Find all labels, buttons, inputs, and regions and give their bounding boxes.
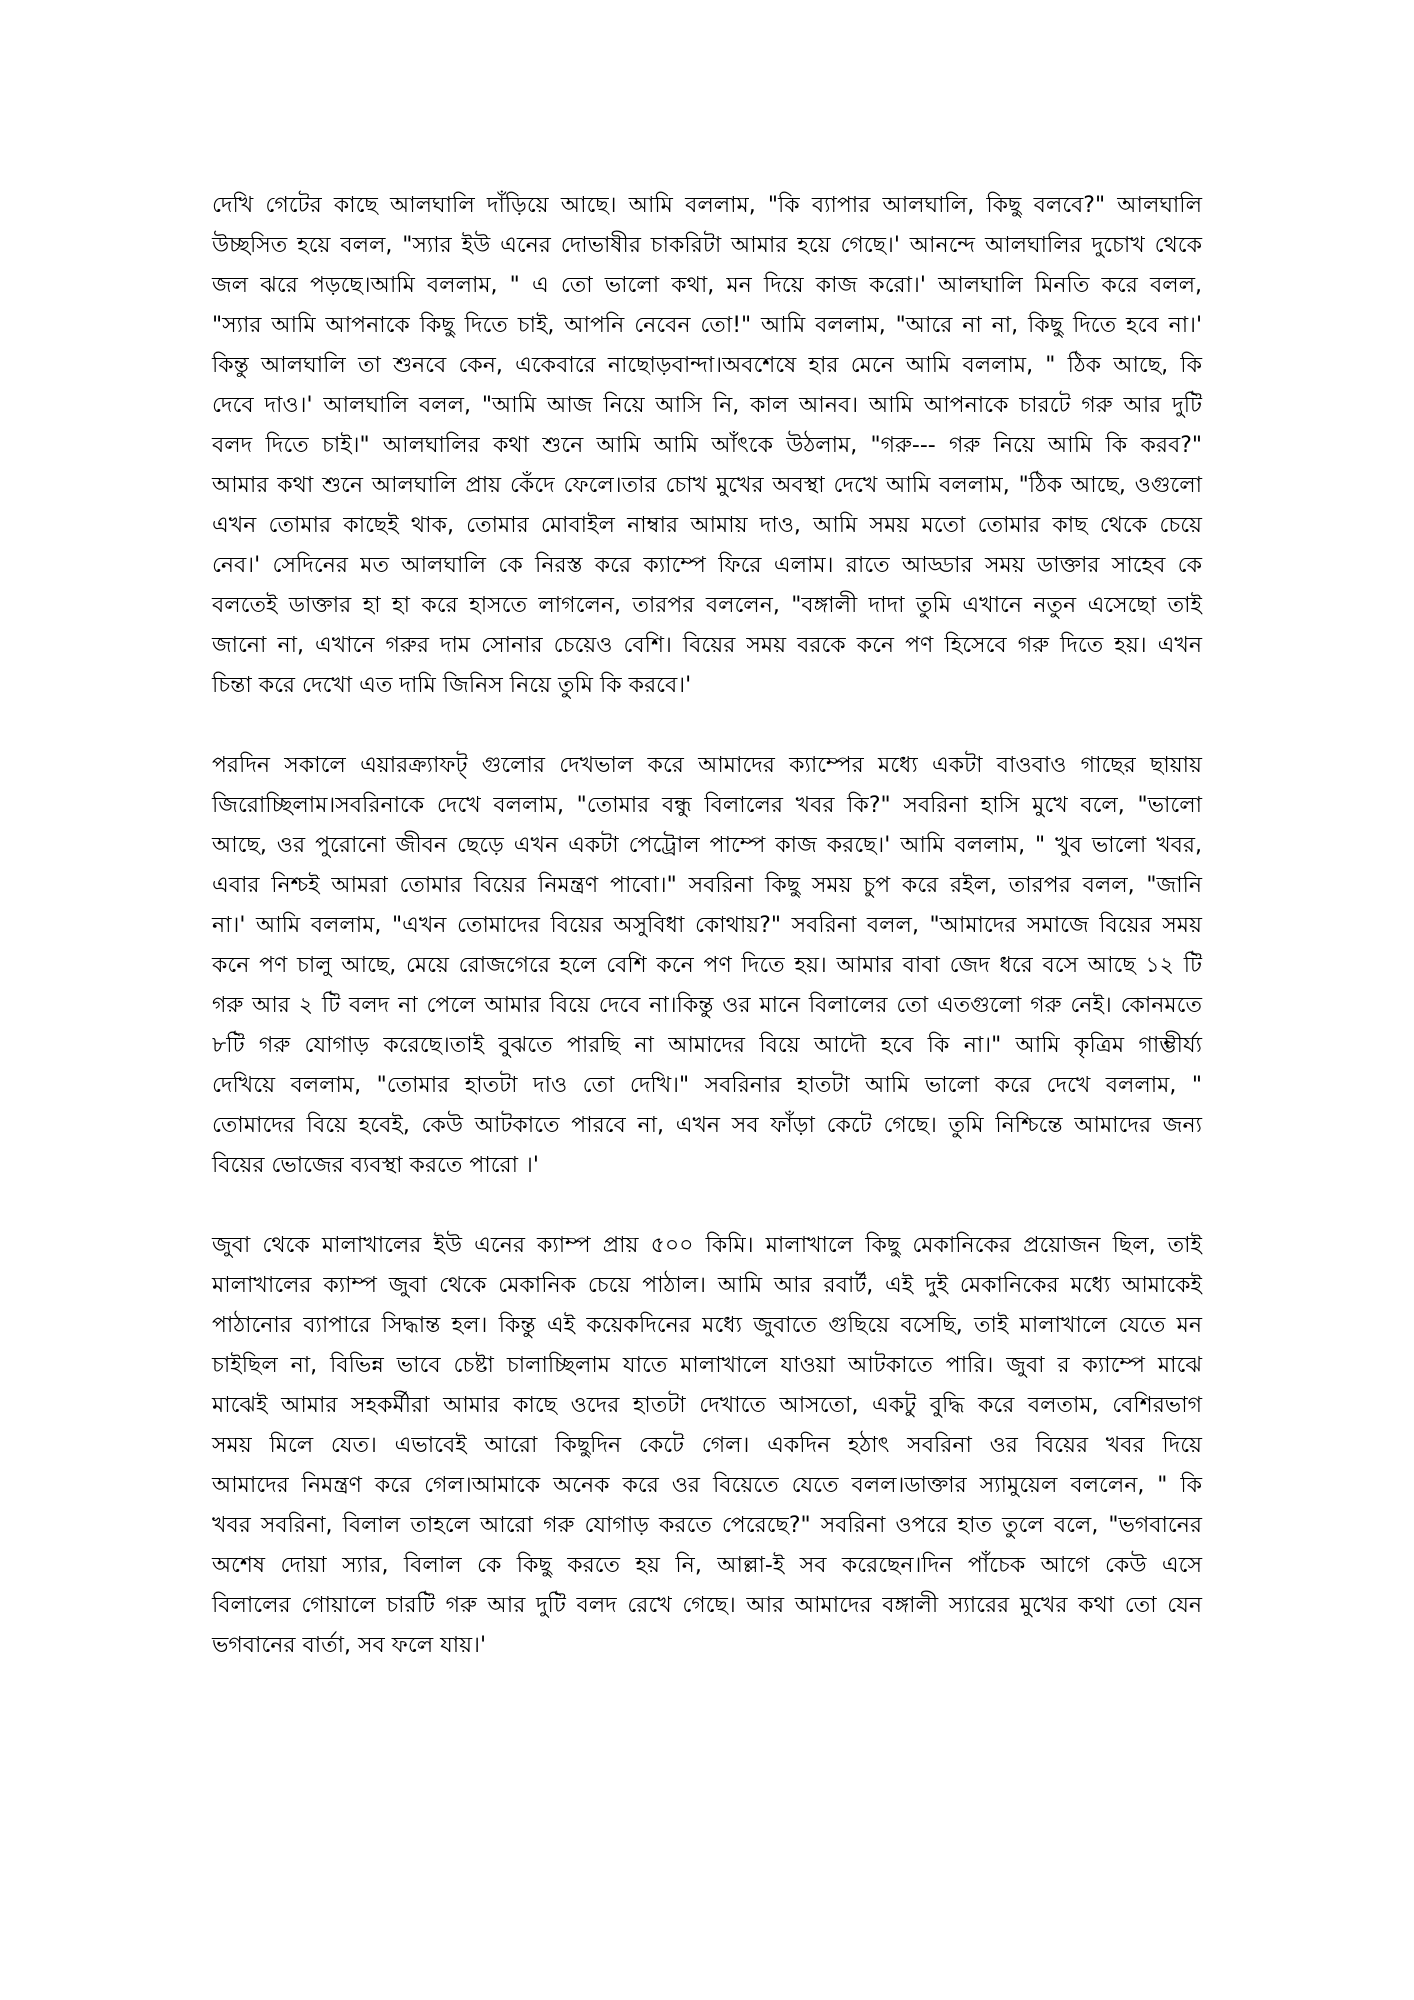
text-line: উচ্ছসিত হয়ে বলল, "স্যার ইউ এনের দোভাষীর চাকরিটা আমার হয়ে গেছে।' আনন্দে আলঘালির দুচোখ থেকে — [212, 233, 1202, 258]
text-line: খবর সবরিনা, বিলাল তাহলে আরো গরু যোগাড় করতে পেরেছে?" সবরিনা ওপরে হাত তুলে বলে, "ভগবানের — [212, 1513, 1202, 1538]
text-line: ৮টি গরু যোগাড় করেছে।তাই বুঝতে পারছি না আমাদের বিয়ে আদৌ হবে কি না।" আমি কৃত্রিম গাম্ভীর্য্য — [212, 1033, 1202, 1058]
text-line: এবার নিশ্চই আমরা তোমার বিয়ের নিমন্ত্রণ পাবো।" সবরিনা কিছু সময় চুপ করে রইল, তারপর বলল, "জানি — [212, 873, 1202, 898]
text-line: পরদিন সকালে এয়ারক্র্যাফট্ গুলোর দেখভাল করে আমাদের ক্যাম্পের মধ্যে একটা বাওবাও গাছের ছায়ায় — [212, 753, 1202, 778]
text-line: নেব।' সেদিনের মত আলঘালি কে নিরস্ত করে ক্যাম্পে ফিরে এলাম। রাতে আড্ডার সময় ডাক্তার সাহেব কে — [212, 553, 1202, 578]
text-line: কনে পণ চালু আছে, মেয়ে রোজগেরে হলে বেশি কনে পণ দিতে হয়। আমার বাবা জেদ ধরে বসে আছে ১২ টি — [212, 953, 1202, 978]
text-line: দেখিয়ে বললাম, "তোমার হাতটা দাও তো দেখি।" সবরিনার হাতটা আমি ভালো করে দেখে বললাম, " — [212, 1073, 1202, 1098]
text-line: সময় মিলে যেত। এভাবেই আরো কিছুদিন কেটে গেল। একদিন হঠাৎ সবরিনা ওর বিয়ের খবর দিয়ে — [212, 1433, 1202, 1458]
text-line: তোমাদের বিয়ে হবেই, কেউ আটকাতে পারবে না, এখন সব ফাঁড়া কেটে গেছে। তুমি নিশ্চিন্তে আমাদের জন্য — [212, 1113, 1202, 1138]
text-line: জিরোচ্ছিলাম।সবরিনাকে দেখে বললাম, "তোমার বন্ধু বিলালের খবর কি?" সবরিনা হাসি মুখে বলে, "ভালো — [212, 793, 1202, 818]
text-line: দেখি গেটের কাছে আলঘালি দাঁড়িয়ে আছে। আমি বললাম, "কি ব্যাপার আলঘালি, কিছু বলবে?" আলঘালি — [212, 193, 1202, 218]
text-line: জুবা থেকে মালাখালের ইউ এনের ক্যাম্প প্রায় ৫০০ কিমি। মালাখালে কিছু মেকানিকের প্রয়োজন ছিল, তাই — [212, 1233, 1202, 1258]
text-line: চাইছিল না, বিভিন্ন ভাবে চেষ্টা চালাচ্ছিলাম যাতে মালাখালে যাওয়া আটকাতে পারি। জুবা র ক্যাম্পে মাঝে — [212, 1353, 1202, 1378]
text-line: আমার কথা শুনে আলঘালি প্রায় কেঁদে ফেলে।তার চোখ মুখের অবস্থা দেখে আমি বললাম, "ঠিক আছে, ওগুলো — [212, 473, 1202, 498]
paragraph-1 — [212, 186, 1202, 706]
text-line: অশেষ দোয়া স্যার, বিলাল কে কিছু করতে হয় নি, আল্লা-ই সব করেছেন।দিন পাঁচেক আগে কেউ এসে — [212, 1553, 1202, 1578]
text-line: ভগবানের বার্তা, সব ফলে যায়।' — [212, 1633, 487, 1658]
text-line: বলতেই ডাক্তার হা হা করে হাসতে লাগলেন, তারপর বললেন, "বঙ্গালী দাদা তুমি এখানে নতুন এসেছো তাই — [212, 593, 1202, 618]
paragraph-2 — [212, 746, 1202, 1186]
text-line: জল ঝরে পড়ছে।আমি বললাম, " এ তো ভালো কথা, মন দিয়ে কাজ করো।' আলঘালি মিনতি করে বলল, — [212, 273, 1202, 298]
text-line: মালাখালের ক্যাম্প জুবা থেকে মেকানিক চেয়ে পাঠাল। আমি আর রবার্ট, এই দুই মেকানিকের মধ্যে আমাকেই — [212, 1273, 1202, 1298]
text-line: পাঠানোর ব্যাপারে সিদ্ধান্ত হল। কিন্তু এই কয়েকদিনের মধ্যে জুবাতে গুছিয়ে বসেছি, তাই মালাখালে যেতে মন — [212, 1313, 1202, 1338]
text-line: জানো না, এখানে গরুর দাম সোনার চেয়েও বেশি। বিয়ের সময় বরকে কনে পণ হিসেবে গরু দিতে হয়। এখন — [212, 633, 1202, 658]
text-line: আছে, ওর পুরোনো জীবন ছেড়ে এখন একটা পেট্রোল পাম্পে কাজ করছে।' আমি বললাম, " খুব ভালো খবর, — [212, 833, 1202, 858]
text-line: বিলালের গোয়ালে চারটি গরু আর দুটি বলদ রেখে গেছে। আর আমাদের বঙ্গালী স্যারের মুখের কথা তো যেন — [212, 1593, 1202, 1618]
text-line: দেবে দাও।' আলঘালি বলল, "আমি আজ নিয়ে আসি নি, কাল আনব। আমি আপনাকে চারটে গরু আর দুটি — [212, 393, 1202, 418]
text-line: "স্যার আমি আপনাকে কিছু দিতে চাই, আপনি নেবেন তো!" আমি বললাম, "আরে না না, কিছু দিতে হবে না।' — [212, 313, 1202, 338]
text-line: এখন তোমার কাছেই থাক, তোমার মোবাইল নাম্বার আমায় দাও, আমি সময় মতো তোমার কাছ থেকে চেয়ে — [212, 513, 1202, 538]
paragraph-3 — [212, 1226, 1202, 1666]
text-line: মাঝেই আমার সহকর্মীরা আমার কাছে ওদের হাতটা দেখাতে আসতো, একটু বুদ্ধি করে বলতাম, বেশিরভাগ — [212, 1393, 1202, 1418]
text-line: আমাদের নিমন্ত্রণ করে গেল।আমাকে অনেক করে ওর বিয়েতে যেতে বলল।ডাক্তার স্যামুয়েল বললেন, " কি — [212, 1473, 1202, 1498]
text-line: বিয়ের ভোজের ব্যবস্থা করতে পারো ।' — [212, 1153, 539, 1178]
text-line: বলদ দিতে চাই।" আলঘালির কথা শুনে আমি আমি আঁৎকে উঠলাম, "গরু--- গরু নিয়ে আমি কি করব?" — [212, 433, 1202, 458]
document-page — [212, 186, 1202, 1666]
text-line: না।' আমি বললাম, "এখন তোমাদের বিয়ের অসুবিধা কোথায়?" সবরিনা বলল, "আমাদের সমাজে বিয়ের সময় — [212, 913, 1202, 938]
text-line: গরু আর ২ টি বলদ না পেলে আমার বিয়ে দেবে না।কিন্তু ওর মানে বিলালের তো এতগুলো গরু নেই। কোনমতে — [212, 993, 1202, 1018]
text-line: কিন্তু আলঘালি তা শুনবে কেন, একেবারে নাছোড়বান্দা।অবশেষে হার মেনে আমি বললাম, " ঠিক আছে, কি — [212, 353, 1202, 378]
text-line: চিন্তা করে দেখো এত দামি জিনিস নিয়ে তুমি কি করবে।' — [212, 673, 692, 698]
